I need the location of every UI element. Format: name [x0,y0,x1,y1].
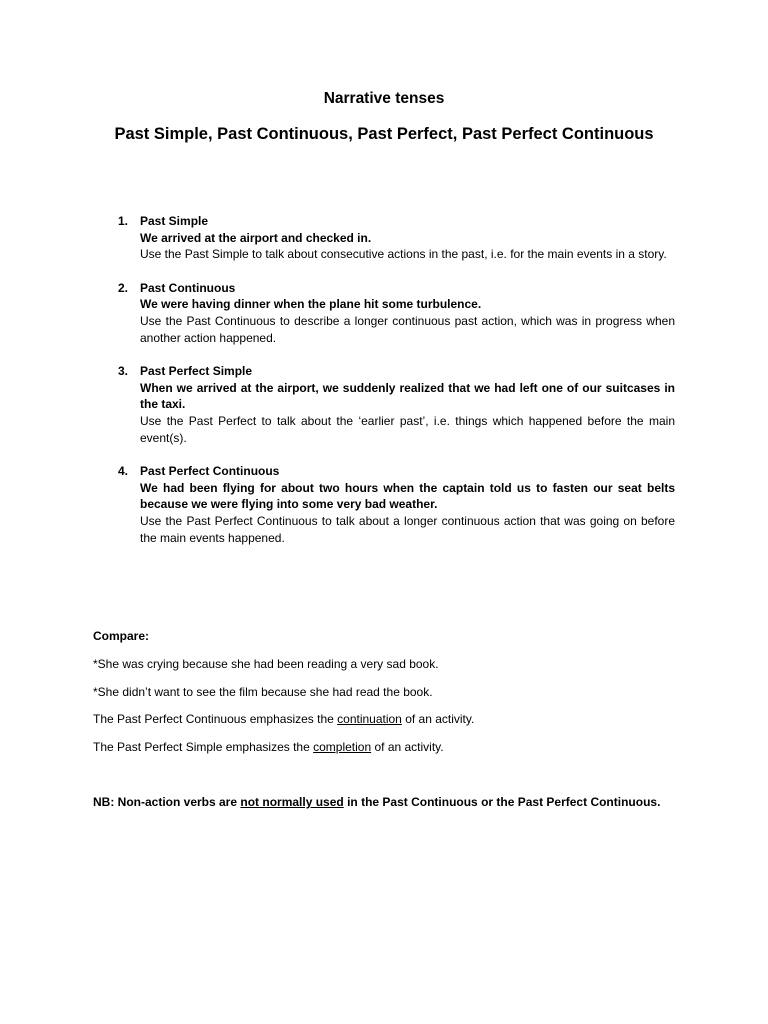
item-example: We had been flying for about two hours when the captain told us to fasten our seat belts because we were flying into some very bad weather. [140,480,675,512]
underlined-term: continuation [337,712,402,727]
nb-note [93,794,713,810]
item-heading: Past Perfect Simple [140,364,253,379]
page-title: Narrative tenses [323,90,445,107]
compare-example-1: *She was crying because she had been reading a very sad book. [93,657,439,671]
page-subtitle: Past Simple, Past Continuous, Past Perfect, Past Perfect Continuous [114,125,654,143]
list-item [118,363,675,446]
item-heading: Past Simple [140,214,209,228]
item-explanation: Use the Past Perfect Continuous to talk about a longer continuous action that was going on before the main events happened. [140,513,675,545]
note-text: of an activity. [401,712,475,727]
nb-text: NB: Non-action verbs are [93,795,241,809]
tense-list [118,213,675,563]
item-number: 4. [118,464,129,479]
note-text: The Past Perfect Continuous emphasizes the [93,712,338,727]
note-text: of an activity. [371,739,444,754]
list-item [118,463,675,546]
item-explanation: Use the Past Perfect to talk about the ‘earlier past’, i.e. things which happened before the main event(s). [140,413,675,445]
item-explanation: Use the Past Simple to talk about consecutive actions in the past, i.e. for the main events in a story. [140,247,667,262]
item-example: When we arrived at the airport, we suddenly realized that we had left one of our suitcases in the taxi. [140,380,675,412]
item-heading: Past Perfect Continuous [140,464,280,479]
note-text: The Past Perfect Simple emphasizes the [93,739,314,754]
list-item [118,213,675,263]
compare-note-completion [93,739,693,755]
item-explanation: Use the Past Continuous to describe a longer continuous past action, which was in progress when another action happened. [140,313,675,345]
item-number: 3. [118,364,129,379]
item-number: 1. [118,214,129,228]
item-heading: Past Continuous [140,280,236,295]
underlined-term: not normally used [240,795,344,809]
compare-heading: Compare: [93,629,150,643]
list-item [118,280,675,346]
item-example: We were having dinner when the plane hit some turbulence. [140,297,482,312]
underlined-term: completion [313,739,372,754]
compare-note-continuation [93,711,693,727]
compare-section [93,628,693,766]
item-example: We arrived at the airport and checked in. [140,230,372,245]
nb-text: in the Past Continuous or the Past Perfect Continuous. [343,795,661,809]
compare-example-2: *She didn’t want to see the film because she had read the book. [93,684,433,699]
item-number: 2. [118,280,129,295]
